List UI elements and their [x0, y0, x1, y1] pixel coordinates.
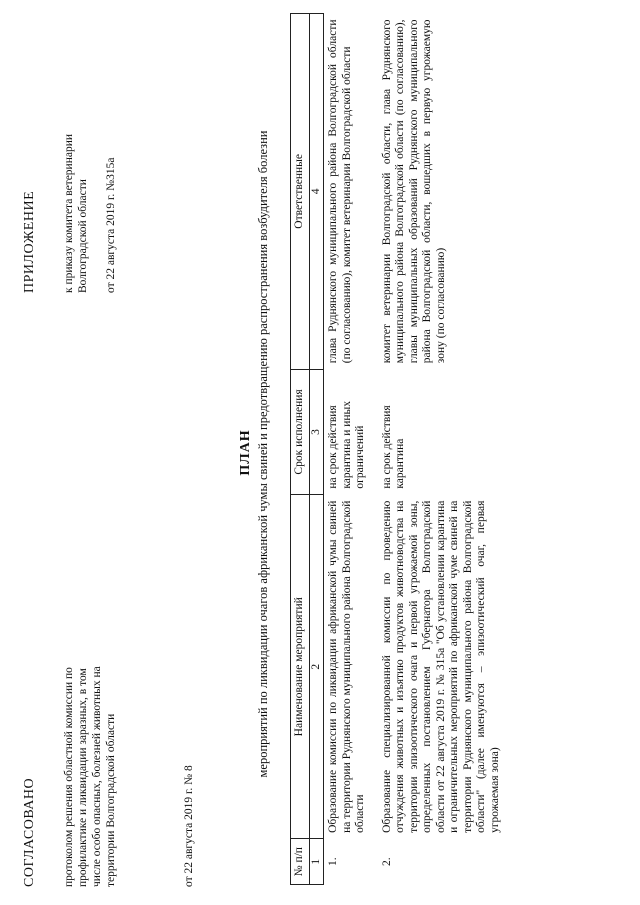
row-number: 2. [380, 857, 393, 867]
col-number-2: 2 [309, 495, 324, 839]
row-responsible: глава Руднянского муниципального района Волгоградской области (по согласованию), комитет ветеринарии Волгоградской области [324, 14, 371, 370]
col-number-3: 3 [309, 369, 324, 494]
plan-subtitle: мероприятий по ликвидации очагов африканской чумы свиней и предотвращению распространения возбудителя болезни [256, 130, 270, 778]
table-row [371, 14, 506, 885]
header-number: № п/п [291, 839, 310, 885]
row-number: 1. [324, 839, 371, 885]
row-term: на срок действия карантина [380, 405, 406, 489]
row-action: Образование специализированной комиссии по проведению отчуждения животных и изъятию продуктов животноводства на территории эпизоотического очага и первой угрожаемой зоны, определенных постановлением Губернатора Волгоградской области от 22 августа 2019 г. № 315а "Об установлении карантина и ограничительных мероприятий по африканской чуме свиней на территории Руднянского муниципального района Волгоградской области" (далее именуются – эпизоотический очаг, первая угрожаемая зона) [380, 500, 501, 833]
agreed-text: протоколом решения областной комиссии по профилактике и ликвидации заразных, в том числе особо опасных, болезней животных на территории Волгоградской области [63, 666, 117, 887]
appendix-text: к приказу комитета ветеринарии Волгоградской области [63, 133, 89, 293]
row-action: Образование комиссии по ликвидации африканской чумы свиней на территории Руднянского муниципального района Волгоградской области [324, 495, 371, 839]
row-responsible: комитет ветеринарии Волгоградской области, глава Руднянского муниципального района Волгоградской области (по согласованию), главы муниципальных образований Руднянского муниципального района Волгоградской области, вошедших в первую угрожаемую зону (по согласованию) [380, 19, 447, 364]
col-number-1: 1 [309, 839, 324, 885]
header-responsible: Ответственные [291, 14, 310, 370]
col-number-4: 4 [309, 14, 324, 370]
header-action: Наименование мероприятий [291, 495, 310, 839]
table-index-row [309, 14, 324, 885]
agreed-date: от 22 августа 2019 г. № 8 [183, 765, 195, 887]
header-term: Срок исполнения [291, 369, 310, 494]
table-row [324, 14, 371, 885]
plan-title: ПЛАН [238, 429, 253, 476]
appendix-title: ПРИЛОЖЕНИЕ [22, 190, 37, 293]
agreed-title: СОГЛАСОВАНО [22, 777, 37, 887]
table-header-row [291, 14, 310, 885]
appendix-date: от 22 августа 2019 г. №315а [105, 157, 117, 293]
plan-table [290, 13, 505, 885]
row-term: на срок действия карантина и иных ограничений [324, 369, 371, 494]
